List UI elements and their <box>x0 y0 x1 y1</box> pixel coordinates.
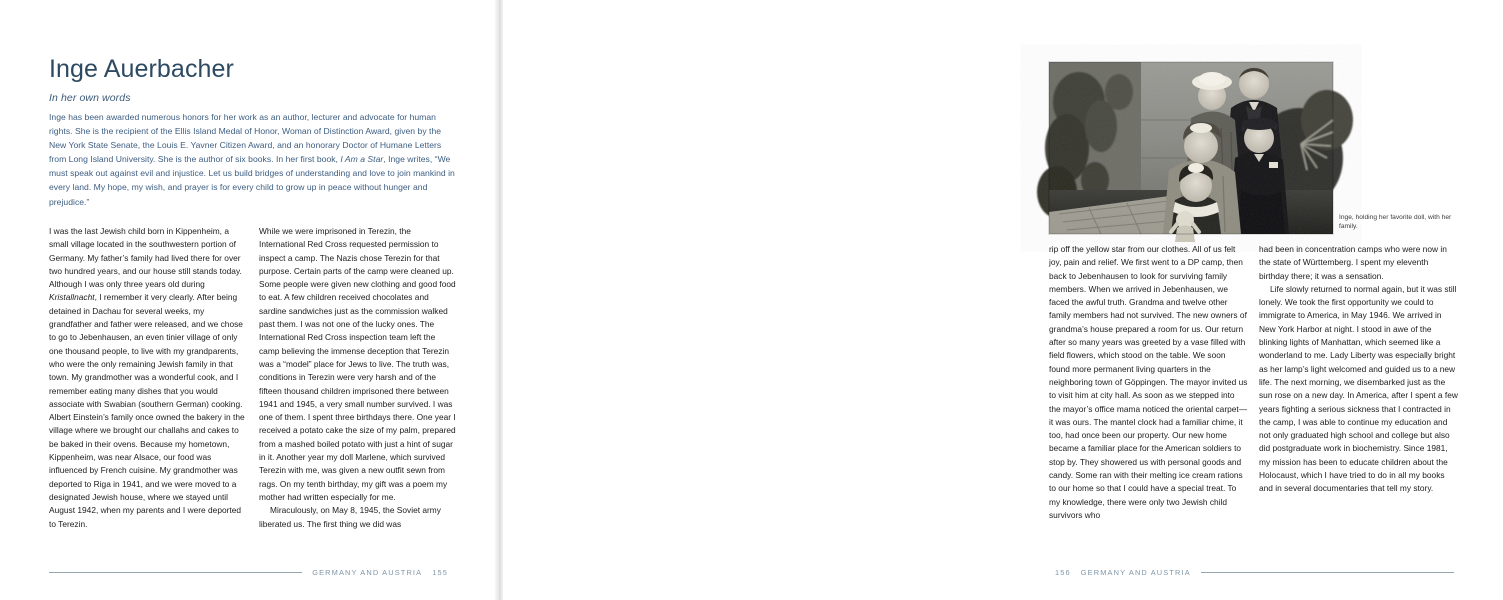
intro-text-part-two: , Inge writes, “We must speak out against evil and injustice. Let us build bridges of understanding and love to join mankind in every land. My hope, my wish, and prayer is for every child to grow up in peace without hunger and prejudice.” <box>49 154 455 207</box>
kristallnacht-italic: Kristallnacht <box>49 292 95 303</box>
family-photograph <box>1049 62 1333 234</box>
right-page-footer <box>1006 560 1503 600</box>
left-page-column-2 <box>259 225 458 531</box>
body-text-part-one: I was the last Jewish child born in Kippenheim, a small village located in the southwestern portion of Germany. My father’s family had lived there for over two hundred years, and our house still stands today. Although I was only three years old during <box>49 226 242 290</box>
paragraph: While we were imprisoned in Terezin, the International Red Cross requested permission to inspect a camp. The Nazis chose Terezin for that purpose. Certain parts of the camp were cleaned up. Some people were given new clothing and good food to eat. A few children received chocolates and sardine sandwiches just as the commission walked past them. I was not one of the lucky ones. The International Red Cross inspection team left the camp believing the immense deception that Terezin was a “model” place for Jews to live. The truth was, conditions in Terezin were very harsh and of the fifteen thousand children imprisoned there between 1941 and 1945, a very small number survived. I was one of them. I spent three birthdays there. One year I received a potato cake the size of my palm, prepared from a mashed boiled potato with just a hint of sugar in it. Another year my doll Marlene, which survived Terezin with me, was given a new outfit sewn from rags. On my tenth birthday, my gift was a poem my mother had written especially for me. <box>259 226 456 502</box>
body-text-part-two: , I remember it very clearly. After being detained in Dachau for several weeks, my grandfather and father were released, and we chose to go to Jebenhausen, an even tinier village of only one thousand people, to live with my grandparents, who were the only remaining Jewish family in that town. My grandmother was a wonderful cook, and I remember eating many dishes that you would associate with Swabian (southern German) cooking. Albert Einstein’s family once owned the bakery in the village where we brought our challahs and cakes to be baked in their ovens. Because my hometown, Kippenheim, was near Alsace, our food was influenced by French cuisine. My grandmother was deported to Riga in 1941, and we were moved to a designated Jewish house, where we stayed until August 1942, when my parents and I were deported to Terezin. <box>49 292 245 529</box>
footer-page-number: 156 <box>1055 568 1071 577</box>
intro-paragraph <box>49 110 458 209</box>
footer-rule <box>1201 572 1454 574</box>
photo-caption: Inge, holding her favorite doll, with her family. <box>1339 214 1452 231</box>
paragraph: Life slowly returned to normal again, but it was still lonely. We took the first opportunity we could to immigrate to America, in May 1946. We arrived in New York Harbor at night. I stood in awe of the blinking lights of Manhattan, which seemed like a wonderland to me. Lady Liberty was especially bright as her lamp’s light welcomed and guided us to a new life. The next morning, we disembarked just as the sun rose on a new day. In America, after I spent a few years fighting a serious sickness that I contracted in the camp, I was able to continue my education and not only graduated high school and college but also did postgraduate work in biochemistry. Since 1981, my mission has been to educate children about the Holocaust, which I have tried to do in all my books and in several documentaries that tell my story. <box>1259 283 1458 494</box>
paragraph <box>49 225 248 531</box>
intro-text-part-one: Inge has been awarded numerous honors for her work as an author, lecturer and advocate for human rights. She is the recipient of the Ellis Island Medal of Honor, Woman of Distinction Award, given by the New York State Senate, the Louis E. Yavner Citizen Award, and an honorary Doctor of Humane Letters from Long Island University. She is the author of six books. In her first book, <box>49 112 442 165</box>
paragraph: rip off the yellow star from our clothes. All of us felt joy, pain and relief. We first went to a DP camp, then back to Jebenhausen to look for surviving family members. When we arrived in Jebenhausen, we faced the awful truth. Grandma and twelve other family members had not survived. The new owners of grandma’s house prepared a room for us. Our return after so many years was greeted by a vase filled with field flowers, which stood on the table. We soon found more permanent living quarters in the neighboring town of Göppingen. The mayor invited us to visit him at city hall. As soon as we stepped into the mayor’s office mama noticed the oriental carpet—it was ours. The mantel clock had a familiar chime, it too, had once been our property. Our new home became a familiar place for the American soldiers to stop by. They showered us with personal goods and candy. Some ran with their melting ice cream rations to our home so that I could have a special treat. To my knowledge, there were only two Jewish child survivors who <box>1049 244 1248 520</box>
right-page-column-1 <box>1049 243 1248 522</box>
right-page <box>503 0 1458 600</box>
footer-section-label: GERMANY AND AUSTRIA <box>1080 568 1191 577</box>
left-page-column-1 <box>49 225 248 531</box>
left-page-footer <box>0 560 497 600</box>
paragraph: Miraculously, on May 8, 1945, the Soviet army liberated us. The first thing we did was <box>259 505 441 529</box>
right-page-column-2 <box>1259 243 1458 496</box>
footer-page-number: 155 <box>432 568 448 577</box>
family-photograph-image <box>1049 62 1333 234</box>
footer-rule <box>49 572 302 574</box>
left-page <box>0 0 497 600</box>
footer-section-label: GERMANY AND AUSTRIA <box>312 568 423 577</box>
page-title: Inge Auerbacher <box>49 55 234 83</box>
book-title-italic: I Am a Star <box>340 154 384 165</box>
paragraph: had been in concentration camps who were now in the state of Württemberg. I spent my eleventh birthday there; it was a sensation. <box>1259 244 1447 281</box>
page-subtitle: In her own words <box>49 92 131 104</box>
